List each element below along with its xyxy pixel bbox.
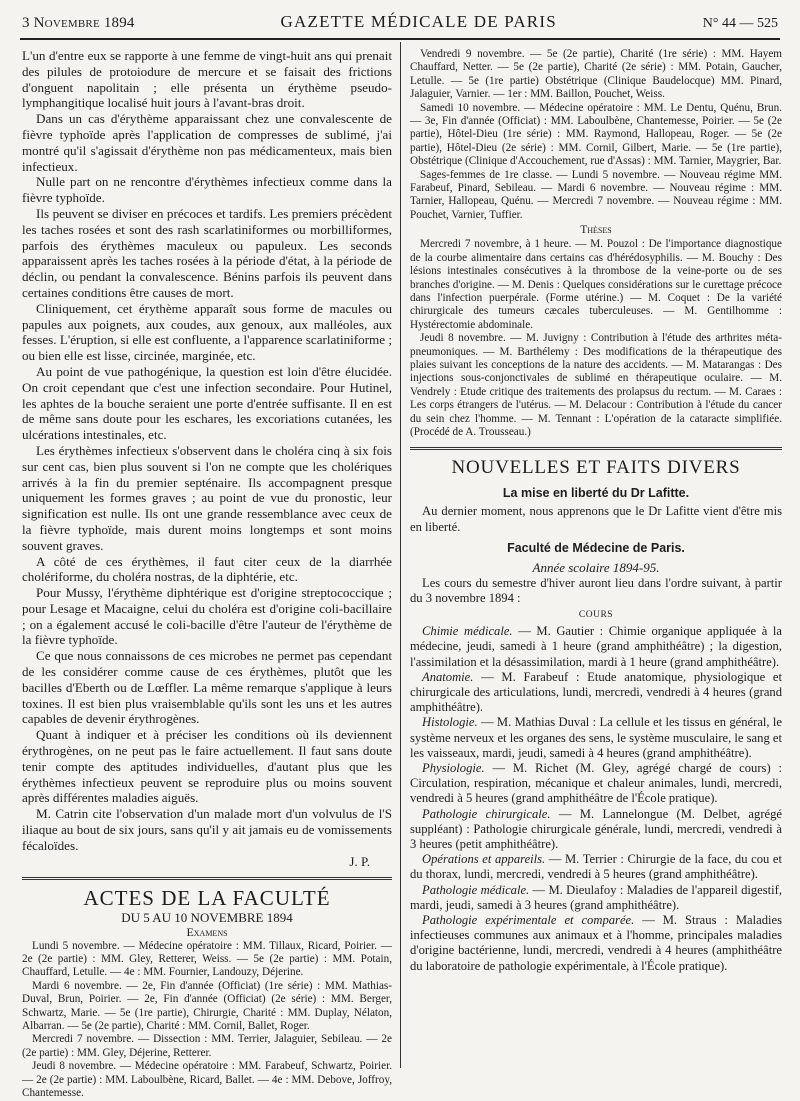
column-divider	[400, 42, 401, 1068]
course-text: — M. Straus : Maladies infectieuses communes aux animaux et à l'homme, principales maladies d'origine bactérienne, lundi, mercredi, vendredi à 4 heures (amphithéâtre du laboratoire de pathologie expérimentale, à l'École pratique).	[410, 913, 782, 973]
cours-intro: Les cours du semestre d'hiver auront lieu dans l'ordre suivant, à partir du 3 novembre 1894 :	[410, 575, 782, 605]
section-separator	[22, 877, 392, 880]
course-text: — M. Gautier : Chimie organique appliquée à la médecine, jeudi, samedi à 1 heure (grand amphithéâtre) ; la digestion, l'assimilation et la désassimilation, mardi à 1 heure (grand amphithéâtre).	[410, 624, 782, 669]
course-name: Chimie médicale.	[422, 624, 513, 639]
header-date: 3 Novembre 1894	[22, 15, 135, 31]
these-entry: Mercredi 7 novembre, à 1 heure. — M. Pouzol : De l'importance diagnostique de la courbe alimentaire dans certains cas d'hérédosyphilis. — M. Bouchy : Des lésions intestinales consécutives à la thrombose de la veine-porte ou de ses branches d'origine. — M. Denis : Quelques considérations sur le curettage précoce dans l'infection puerpérale. (Forme utérine.) — M. Coquet : De la variété chirurgicale des tumeurs cæcales tuberculeuses. — M. Gentilhomme : Hystérectomie abdominale.	[410, 238, 782, 331]
exam-entry: Samedi 10 novembre. — Médecine opératoire : MM. Le Dentu, Quénu, Brun. — 3e, Fin d'année (Officiat) : MM. Laboulbène, Chantemesse, Poirier. — 5e (2e partie), Hôtel-Dieu (1re série) : MM. Raymond, Hallopeau, Roger. — 5e (2e partie), Hôtel-Dieu (2e série) : MM. Cornil, Gilbert, Marie. — 5e (1re partie), Obstétrique (Clinique d'Accouchement, rue d'Assas) : MM. Tarnier, Maygrier, Bar.	[410, 101, 782, 168]
course-text: — M. Dieulafoy : Maladies de l'appareil digestif, mardi, jeudi, samedi à 3 heures (grand amphithéâtre).	[410, 882, 782, 912]
exam-entry: Sages-femmes de 1re classe. — Lundi 5 novembre. — Nouveau régime MM. Farabeuf, Pinard, Sebileau. — Mardi 6 novembre. — Nouveau régime : MM. Tarnier, Hallopeau, Quénu. — Mercredi 7 novembre. — Nouveau régime : MM. Pouchet, Varnier, Tuffier.	[410, 168, 782, 221]
masthead-title: GAZETTE MÉDICALE DE PARIS	[280, 12, 557, 31]
course-entry	[410, 624, 782, 670]
actes-dates: DU 5 AU 10 NOVEMBRE 1894	[121, 909, 293, 925]
course-name: Anatomie.	[422, 669, 474, 684]
article-paragraph: M. Catrin cite l'observation d'un malade mort d'un volvulus de l'S iliaque au bout de six jours, sans qu'il y ait jamais eu de vomissements fécaloïdes.	[22, 806, 392, 853]
right-column	[410, 48, 782, 1072]
article-paragraph: Nulle part on ne rencontre d'érythèmes infectieux comme dans la fièvre typhoïde.	[22, 174, 392, 206]
course-name: Physiologie.	[422, 761, 485, 776]
left-column	[22, 48, 392, 1100]
cours-label: COURS	[578, 610, 614, 621]
page-header	[22, 12, 778, 36]
actes-title: ACTES DE LA FACULTÉ	[83, 885, 331, 910]
course-name: Pathologie chirurgicale.	[422, 806, 551, 821]
examens-heading: Examens	[186, 924, 228, 939]
course-entry	[410, 670, 782, 716]
these-entry: Jeudi 8 novembre. — M. Juvigny : Contribution à l'étude des arthrites méta-pneumoniques. — M. Barthélemy : Des modifications de la thérapeutique des plaies suivant les conceptions de la nature des accidents. — M. Matarangas : Des injections sous-conjonctivales de sublimé en thérapeutique oculaire. — M. Vendrely : Etude critique des traitements des prolapsus du rectum. — M. Caraes : Les corps étrangers de l'utérus. — M. Delacour : Contribution à l'étude du cancer du sein chez l'homme. — M. Tennant : L'opération de la cataracte simplifiée. (Procédé de A. Trousseau.)	[410, 332, 782, 438]
exam-entry: Mercredi 7 novembre. — Dissection : MM. Terrier, Jalaguier, Sebileau. — 2e (2e partie) : MM. Gley, Déjerine, Retterer.	[22, 1033, 392, 1059]
article-paragraph: Ce que nous connaissons de ces microbes ne permet pas cependant de les considérer comme cause de ces érythèmes, plutôt que les bacilles d'Eberth ou de Lœffler. La même remarque s'applique à leurs toxines. Il est bien plus vraisemblable qu'ils sont les uns et les autres capables de devenir érythrogènes.	[22, 648, 392, 727]
course-name: Pathologie expérimentale et comparée.	[422, 913, 635, 928]
article-paragraph: L'un d'entre eux se rapporte à une femme de vingt-huit ans qui prenait des pilules de protoiodure de mercure et se faisait des frictions d'onguent napolitain ; elle présenta un érythème pseudo-lymphangitique localisé huit jours à l'avant-bras droit.	[22, 48, 392, 111]
exam-entry: Vendredi 9 novembre. — 5e (2e partie), Charité (1re série) : MM. Hayem Chauffard, Netter. — 5e (2e partie), Charité (2e série) : MM. Potain, Gaucher, Letulle. — 5e (1re partie) Obstétrique (Clinique Baudelocque) MM. Pinard, Jalaguier, Varnier. — 1er : MM. Baillon, Pouchet, Weiss.	[410, 48, 782, 101]
article-paragraph: Ils peuvent se diviser en précoces et tardifs. Les premiers précèdent les taches rosées et sont des rash scarlatiniformes ou morbilliformes, parfois des érythèmes maculeux ou papuleux. Les seconds apparaissent après les taches rosées à la période d'état, à la période de déclin, ou pendant la convalescence. Bénins parfois ils peuvent dans certaines conditions être causes de mort.	[22, 205, 392, 300]
course-entry	[410, 883, 782, 913]
course-text: — M. Richet (M. Gley, agrégé chargé de cours) : Circulation, respiration, mécanique et chaleur animales, lundi, mercredi, vendredi à 5 heures (grand amphithéâtre de l'École pratique).	[410, 761, 782, 806]
article-signature: J. P.	[349, 853, 370, 869]
article-paragraph: Les érythèmes infectieux s'observent dans le choléra cinq à six fois sur cent cas, bien plus souvent si l'on ne compte que les cholériques arrivés à la fin du premier septénaire. Ils accompagnent presque uniquement les formes graves ; au point de vue du pronostic, leur signification est nulle. Ils ont une grande ressemblance avec ceux de la fièvre typhoïde, mais durent moins longtemps et sont moins souvent graves.	[22, 442, 392, 553]
issue-page-number: N° 44 — 525	[702, 16, 778, 31]
course-name: Histologie.	[422, 715, 478, 730]
course-text: — M. Lannelongue (M. Delbet, agrégé suppléant) : Pathologie chirurgicale générale, lundi, mercredi, vendredi à 3 heures (petit amphithéâtre).	[410, 806, 782, 852]
course-name: Opérations et appareils.	[422, 852, 546, 867]
article-paragraph: Au point de vue pathogénique, la question est loin d'être élucidée. On croit cependant que c'est une infection secondaire. Pour Hutinel, les aphtes de la bouche seraient une porte d'entrée suffisante. Il en est de même sans doute pour les eschares, les excoriations cutanées, les ulcérations intestinales, etc.	[22, 363, 392, 443]
course-entry	[410, 807, 782, 853]
exam-entry: Jeudi 8 novembre. — Médecine opératoire : MM. Farabeuf, Schwartz, Poirier. — 2e (2e partie) : MM. Laboulbène, Ricard, Ballet. — 4e : MM. Debove, Joffroy, Chantemesse.	[22, 1060, 392, 1100]
article-paragraph: Quant à indiquer et à préciser les conditions où ils deviennent érythrogènes, on ne peut pas le faire actuellement. Il faut sans doute tenir compte des aptitudes individuelles, d'autant plus que les érythèmes infectieux peuvent se reproduire plus ou moins souvent après différentes maladies aiguës.	[22, 727, 392, 806]
lafitte-heading: La mise en liberté du Dr Lafitte.	[502, 486, 690, 501]
article-paragraph: Cliniquement, cet érythème apparaît sous forme de macules ou papules aux poignets, aux coudes, aux genoux, aux malléoles, aux fesses. L'éruption, si elle est confluente, a l'apparence scarlatiniforme ; ou bien elle est lisse, circinée, marginée, etc.	[22, 300, 392, 364]
section-separator	[410, 447, 782, 450]
course-entry	[410, 913, 782, 974]
course-text: — M. Mathias Duval : La cellule et les tissus en général, le système nerveux et les organes des sens, le système musculaire, le sang et les vaisseaux, mardi, jeudi, samedi à 4 heures (grand amphithéâtre).	[410, 715, 782, 760]
course-text: — M. Terrier : Chirurgie de la face, du cou et du thorax, lundi, mercredi, vendredi à 5 heures (grand amphithéâtre).	[410, 852, 782, 882]
course-name: Pathologie médicale.	[422, 882, 530, 897]
header-rule	[20, 38, 780, 40]
course-entry	[410, 715, 782, 761]
article-paragraph: Pour Mussy, l'érythème diphtérique est d'origine streptococcique ; pour Lesage et Macaigne, celui du choléra est d'origine coli-bacillaire ; on a également accusé le coli-bacille d'être l'auteur de l'érythème de la fièvre typhoïde.	[22, 585, 392, 648]
lafitte-text: Au dernier moment, nous apprenons que le Dr Lafitte vient d'être mis en liberté.	[410, 504, 782, 534]
theses-heading: Thèses	[580, 224, 612, 237]
nouvelles-title: NOUVELLES ET FAITS DIVERS	[451, 457, 741, 479]
article-paragraph: Dans un cas d'érythème apparaissant chez une convalescente de fièvre typhoïde après l'application de compresses de sublimé, j'ai montré qu'il s'agissait d'érythème non pas médicamenteux, mais bien infectieux.	[22, 111, 392, 174]
article-paragraph: A côté de ces érythèmes, il faut citer ceux de la diarrhée cholériforme, du choléra nostras, de la diphtérie, etc.	[22, 553, 392, 585]
annee-scolaire: Année scolaire 1894-95.	[532, 559, 660, 575]
course-entry	[410, 761, 782, 807]
exam-entry: Mardi 6 novembre. — 2e, Fin d'année (Officiat) (1re série) : MM. Mathias-Duval, Brun, Poirier. — 2e, Fin d'année (Officiat) (2e série) : MM. Berger, Schwartz, Marie. — 5e (1re partie), Chirurgie, Charité : MM. Duplay, Nélaton, Albarran. — 5e (2e partie), Charité : MM. Cornil, Ballet, Roger.	[22, 979, 392, 1033]
faculte-heading: Faculté de Médecine de Paris.	[507, 540, 685, 555]
course-entry	[410, 852, 782, 882]
exam-entry: Lundi 5 novembre. — Médecine opératoire : MM. Tillaux, Ricard, Poirier. — 2e (2e partie) : MM. Gley, Retterer, Weiss. — 5e (2e partie) : MM. Potain, Chauffard, Letulle. — 4e : MM. Fournier, Landouzy, Déjerine.	[22, 939, 392, 979]
course-text: — M. Farabeuf : Etude anatomique, physiologique et chirurgicale des articulations, lundi, mercredi, vendredi à 4 heures (grand amphithéâtre).	[410, 669, 782, 715]
